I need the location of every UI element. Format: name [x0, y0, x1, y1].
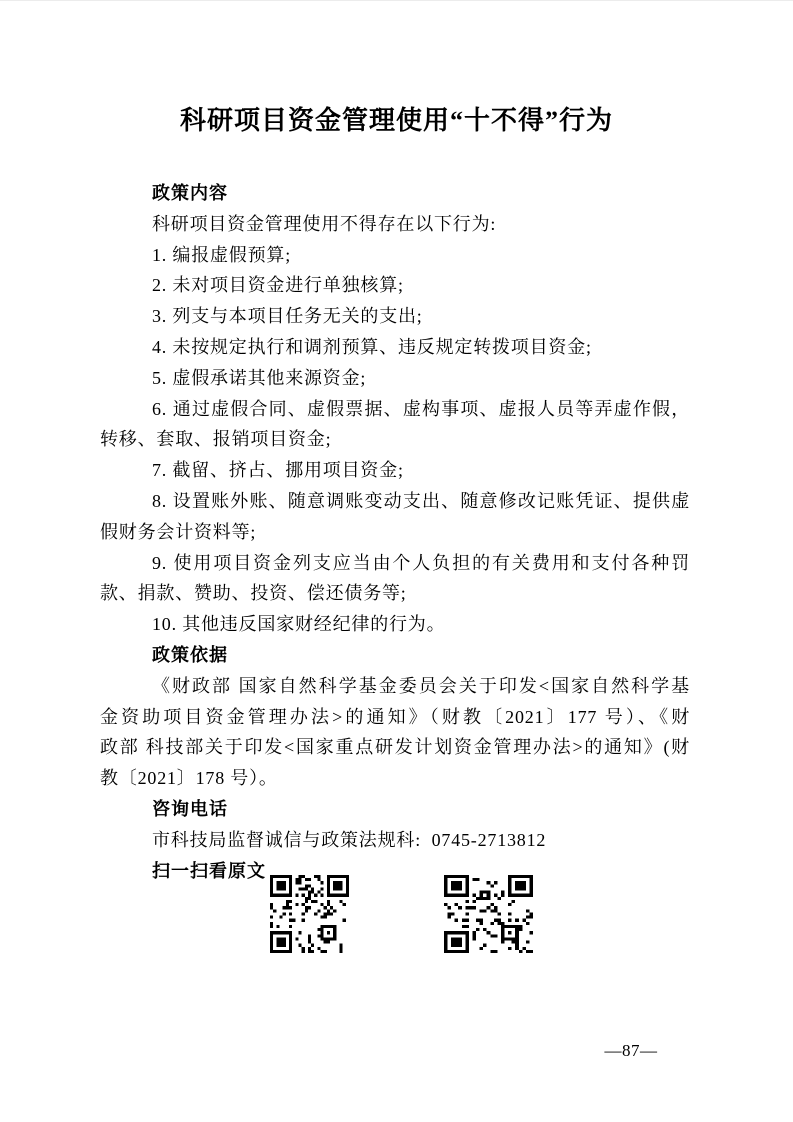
text-line: 《财政部 国家自然科学基金委员会关于印发<国家自然科学基: [152, 675, 690, 696]
text-line: 转移、套取、报销项目资金;: [100, 429, 332, 450]
qr-row: [270, 875, 533, 953]
text-line: 9. 使用项目资金列支应当由个人负担的有关费用和支付各种罚: [152, 552, 690, 573]
text-line: 7. 截留、挤占、挪用项目资金;: [152, 460, 404, 481]
section-heading: 政策内容: [152, 183, 228, 203]
qr-code-right-icon: [444, 875, 533, 953]
page-title: 科研项目资金管理使用“十不得”行为: [179, 106, 613, 135]
text-line: 4. 未按规定执行和调剂预算、违反规定转拨项目资金;: [152, 336, 592, 357]
text-line: 金资助项目资金管理办法>的通知》（财教〔2021〕177 号）、《财: [100, 706, 690, 727]
document-body: [100, 178, 690, 886]
text-line: 8. 设置账外账、随意调账变动支出、随意修改记账凭证、提供虚: [152, 490, 690, 511]
text-line: 款、捐款、赞助、投资、偿还债务等;: [100, 583, 407, 604]
qr-code-left-icon: [270, 875, 349, 953]
text-line: 5. 虚假承诺其他来源资金;: [152, 367, 367, 388]
text-line: 假财务会计资料等;: [100, 521, 257, 542]
section-heading: 咨询电话: [152, 798, 228, 819]
section-heading: 扫一扫看原文: [152, 860, 266, 881]
page-number: —87—: [604, 1041, 658, 1060]
text-line: 政部 科技部关于印发<国家重点研发计划资金管理办法>的通知》(财: [100, 737, 690, 758]
text-line: 科研项目资金管理使用不得存在以下行为:: [152, 213, 497, 234]
text-line: 2. 未对项目资金进行单独核算;: [152, 275, 404, 296]
text-line: 10. 其他违反国家财经纪律的行为。: [152, 614, 446, 635]
text-line: 3. 列支与本项目任务无关的支出;: [152, 306, 423, 327]
text-line: 6. 通过虚假合同、虚假票据、虚构事项、虚报人员等弄虚作假，: [152, 398, 690, 419]
text-line: 市科技局监督诚信与政策法规科: 0745-2713812: [152, 829, 547, 850]
text-line: 1. 编报虚假预算;: [152, 244, 292, 265]
section-heading: 政策依据: [152, 644, 228, 665]
text-line: 教〔2021〕178 号）。: [100, 768, 278, 789]
